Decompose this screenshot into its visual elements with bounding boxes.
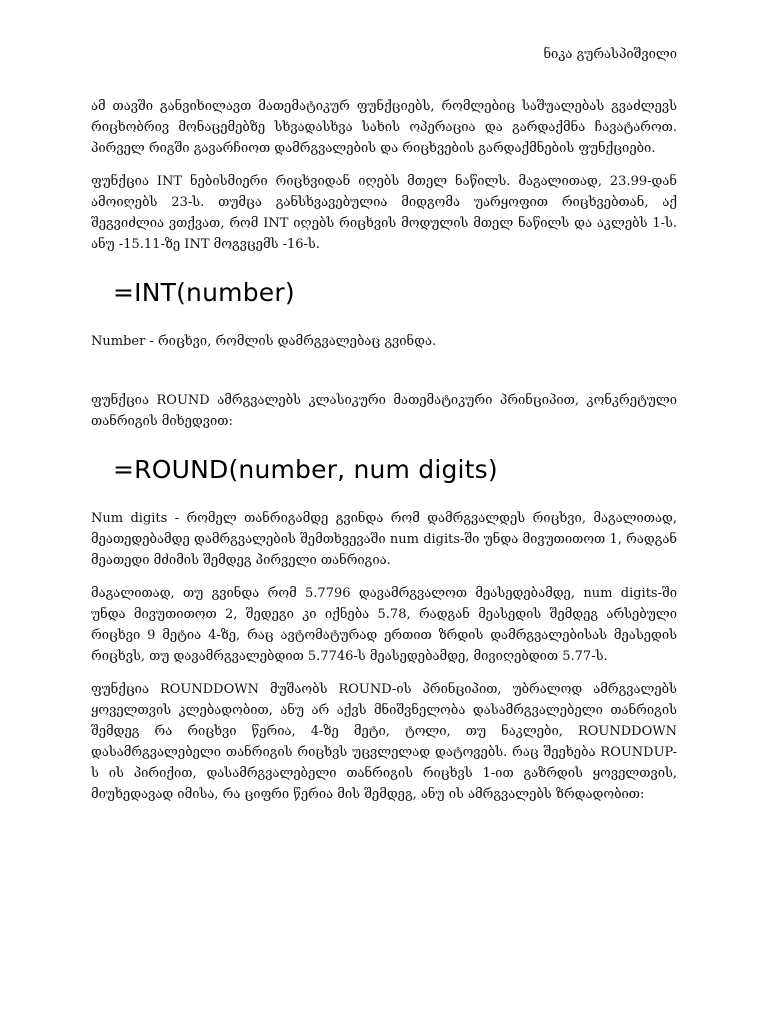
round-description-paragraph: ფუნქცია ROUND ამრგვალებს კლასიკური მათემატიკური პრინციპით, კონკრეტული თანრიგის მიხედვით: bbox=[91, 393, 677, 429]
rounddown-paragraph: ფუნქცია ROUNDDOWN მუშაობს ROUND-ის პრინციპით, უბრალოდ ამრგვალებს ყოველთვის კლებადობით, ანუ არ აქვს მნიშვნელობა დასამრგვალებელი თანრიგის შემდეგ რა რიცხვი წერია, 4-ზე მეტი, ტოლი, თუ ნაკლები, ROUNDDOWN დასამრგვალებელი თანრიგის რიცხვს უცვლელად დატოვებს. რაც შეეხება ROUNDUP-ს ის პირიქით, დასამრგვალებელი თანრიგის რიცხვს 1-ით გაზრდის ყოველთვის, მიუხედავად იმისა, რა ციფრი წერია მის შემდეგ, ანუ ის ამრგვალებს ზრდადობით: bbox=[91, 682, 677, 802]
int-description-paragraph: ფუნქცია INT ნებისმიერი რიცხვიდან იღებს მთელ ნაწილს. მაგალითად, 23.99-დან ამოიღებს 23-ს. თუმცა განსხვავებულია მიდგომა უარყოფით რიცხვებთან, აქ შეგვიძლია ვთქვათ, რომ INT იღებს რიცხვის მოდულის მთელ ნაწილს და აკლებს 1-ს. ანუ -15.11-ზე INT მოგვცემს -16-ს. bbox=[91, 174, 677, 252]
example-paragraph: მაგალითად, თუ გვინდა რომ 5.7796 დავამრგვალოთ მეასედებამდე, num digits-ში უნდა მივუთითოთ 2, შედეგი კი იქნება 5.78, რადგან მეასედის შემდეგ არსებული რიცხვი 9 მეტია 4-ზე, რაც ავტომატურად ერთით ზრდის დამრგვალებისას მეასედის რიცხვს, თუ დავამრგვალებდით 5.7746-ს მეასედებამდე, მივიღებდით 5.77-ს. bbox=[91, 586, 677, 664]
num-digits-paragraph: Num digits - რომელ თანრიგამდე გვინდა რომ დამრგვალდეს რიცხვი, მაგალითად, მეათედებამდე დამრგვალების შემთხვევაში num digits-ში უნდა მივუთითოთ 1, რადგან მეათედი მძიმის შემდეგ პირველი თანრიგია. bbox=[91, 511, 677, 568]
int-formula: =INT(number) bbox=[113, 278, 295, 307]
int-number-paragraph: Number - რიცხვი, რომლის დამრგვალებაც გვინდა. bbox=[91, 334, 437, 349]
author-name: ნიკა გურასპიშვილი bbox=[543, 47, 677, 62]
round-formula: =ROUND(number, num digits) bbox=[113, 455, 498, 484]
intro-paragraph: ამ თავში განვიხილავთ მათემატიკურ ფუნქციებს, რომლებიც საშუალებას გვაძლევს რიცხობრივ მონაცემებზე სხვადასხვა სახის ოპერაცია და გარდაქმნა ჩავატაროთ. პირველ რიგში გავარჩიოთ დამრგვალების და რიცხვების გარდაქმნების ფუნქციები. bbox=[91, 99, 677, 156]
spacer bbox=[91, 364, 677, 390]
